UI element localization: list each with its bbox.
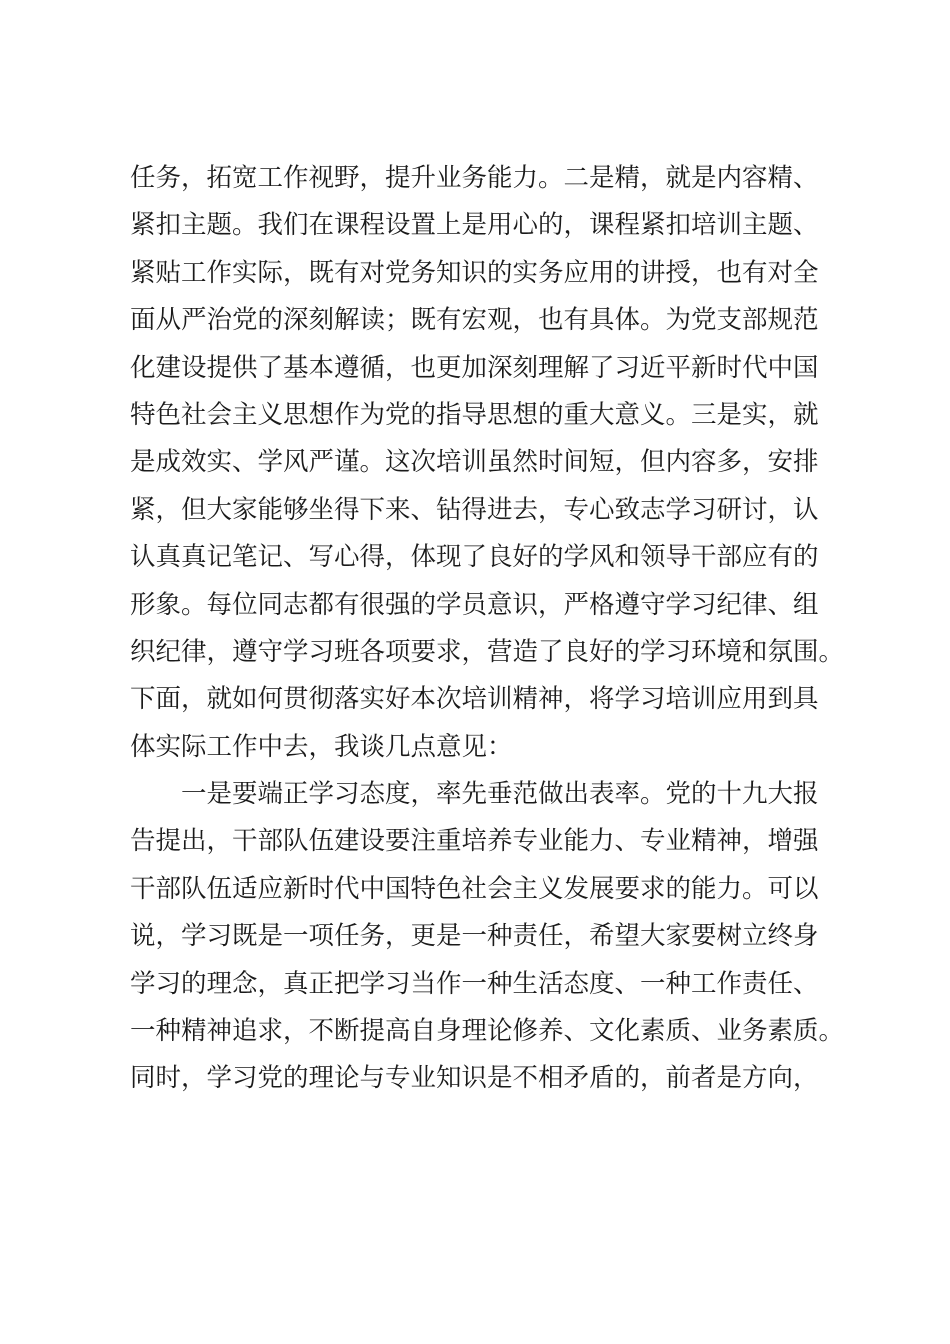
paragraph-first-line: 一是要端正学习态度，率先垂范做出表率。党的十九大报 [181, 779, 819, 810]
text-line: 下面，就如何贯彻落实好本次培训精神，将学习培训应用到具 [130, 684, 819, 715]
text-line: 紧扣主题。我们在课程设置上是用心的，课程紧扣培训主题、 [130, 210, 819, 241]
text-line: 紧贴工作实际，既有对党务知识的实务应用的讲授，也有对全 [130, 257, 819, 288]
body-text [130, 155, 850, 1103]
text-line: 说，学习既是一项任务，更是一种责任，希望大家要树立终身 [130, 921, 819, 952]
text-line: 体实际工作中去，我谈几点意见： [130, 731, 513, 762]
text-line: 干部队伍适应新时代中国特色社会主义发展要求的能力。可以 [130, 873, 819, 904]
text-line: 化建设提供了基本遵循，也更加深刻理解了习近平新时代中国 [130, 352, 819, 383]
text-line: 面从严治党的深刻解读；既有宏观，也有具体。为党支部规范 [130, 305, 819, 336]
text-line: 形象。每位同志都有很强的学员意识，严格遵守学习纪律、组 [130, 589, 819, 620]
text-line: 任务，拓宽工作视野，提升业务能力。二是精，就是内容精、 [130, 163, 819, 193]
text-line: 紧，但大家能够坐得下来、钻得进去，专心致志学习研讨，认 [130, 494, 819, 525]
text-line: 告提出，干部队伍建设要注重培养专业能力、专业精神，增强 [130, 826, 819, 857]
text-line: 认真真记笔记、写心得，体现了良好的学风和领导干部应有的 [130, 542, 819, 573]
text-line: 织纪律，遵守学习班各项要求，营造了良好的学习环境和氛围。 [130, 636, 845, 667]
text-line: 一种精神追求，不断提高自身理论修养、文化素质、业务素质。 [130, 1016, 845, 1047]
text-line: 同时，学习党的理论与专业知识是不相矛盾的，前者是方向， [130, 1063, 819, 1094]
text-line: 特色社会主义思想作为党的指导思想的重大意义。三是实，就 [130, 399, 819, 430]
text-line: 是成效实、学风严谨。这次培训虽然时间短，但内容多，安排 [130, 447, 819, 478]
text-line: 学习的理念，真正把学习当作一种生活态度、一种工作责任、 [130, 968, 819, 999]
